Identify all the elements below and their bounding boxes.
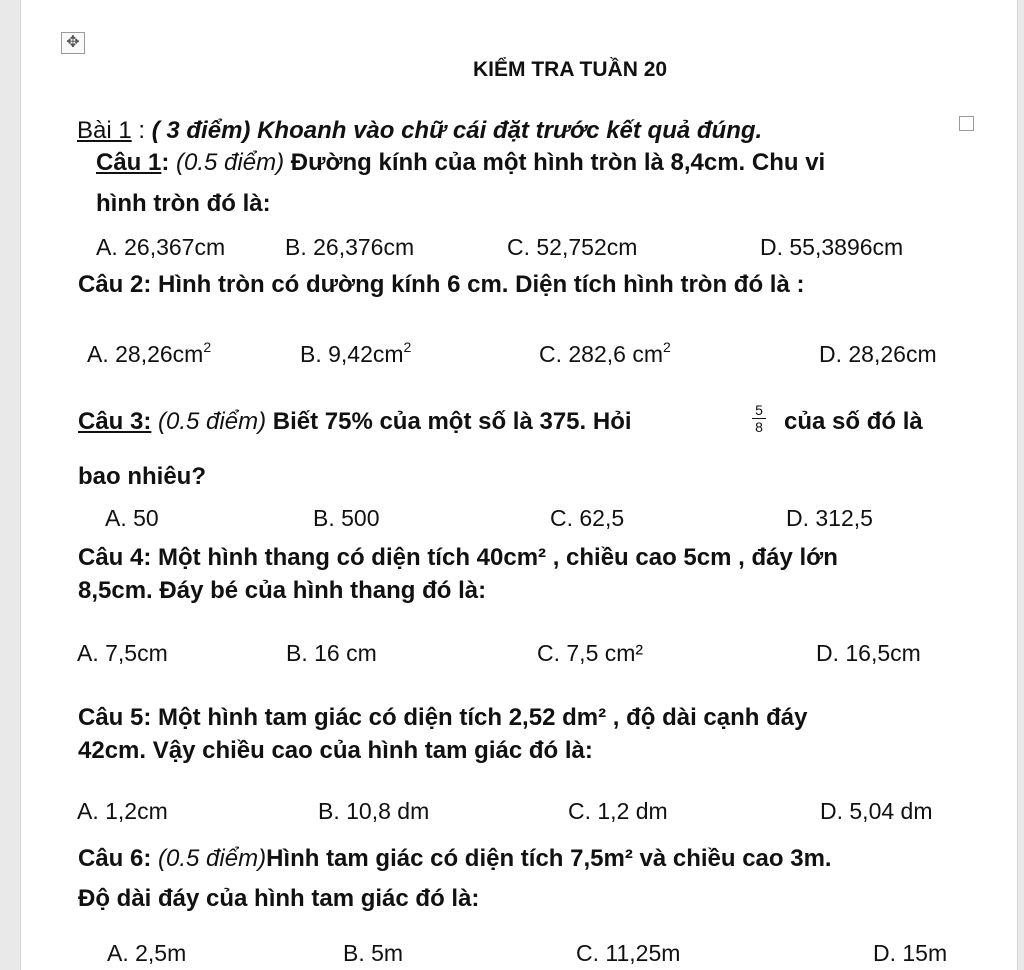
section-label: Bài 1 xyxy=(77,117,132,144)
q5-option-c[interactable]: C. 1,2 dm xyxy=(568,798,668,824)
q6-option-a[interactable]: A. 2,5m xyxy=(107,940,187,966)
question-3-line1 xyxy=(78,408,632,436)
question-1-points: (0.5 điểm) xyxy=(169,149,285,176)
question-1-colon: : xyxy=(161,149,170,176)
q2-option-a-sup: 2 xyxy=(203,339,212,355)
document-page xyxy=(20,0,1018,970)
q3-option-b[interactable]: B. 500 xyxy=(313,505,380,531)
q3-option-c[interactable]: C. 62,5 xyxy=(550,505,625,531)
q6-option-b[interactable]: B. 5m xyxy=(343,940,404,966)
move-cross-icon[interactable]: ✥ xyxy=(61,32,85,54)
question-1-text: Đường kính của một hình tròn là 8,4cm. Chu vi xyxy=(290,149,826,176)
q1-option-a[interactable]: A. 26,367cm xyxy=(96,234,226,260)
question-2-line1: Câu 2: Hình tròn có dường kính 6 cm. Diện tích hình tròn đó là : xyxy=(78,271,805,298)
question-3-label: Câu 3: xyxy=(78,408,152,435)
q5-option-d[interactable]: D. 5,04 dm xyxy=(820,798,933,824)
question-4-line1: Câu 4: Một hình thang có diện tích 40cm² , chiều cao 5cm , đáy lớn xyxy=(78,544,838,571)
section-separator: : xyxy=(131,117,152,144)
question-5-line2: 42cm. Vậy chiều cao của hình tam giác đó là: xyxy=(78,737,593,764)
question-6-label: Câu 6: xyxy=(78,845,152,872)
question-3-points: (0.5 điểm) xyxy=(151,408,267,435)
q5-option-b[interactable]: B. 10,8 dm xyxy=(318,798,430,824)
question-3-text-a: Biết 75% của một số là 375. Hỏi xyxy=(272,408,632,435)
q6-option-c[interactable]: C. 11,25m xyxy=(576,940,681,966)
q3-option-d[interactable]: D. 312,5 xyxy=(786,505,873,531)
question-1-label: Câu 1 xyxy=(96,149,162,176)
question-3-line2: bao nhiêu? xyxy=(78,463,206,490)
q4-option-a[interactable]: A. 7,5cm xyxy=(77,640,168,666)
q2-option-a-text: A. 28,26cm xyxy=(87,341,204,367)
question-6-points: (0.5 điểm) xyxy=(158,845,267,872)
q2-option-c-sup: 2 xyxy=(663,339,671,355)
q1-option-c[interactable]: C. 52,752cm xyxy=(507,234,638,260)
question-1-line1 xyxy=(96,149,825,177)
fraction-numerator: 5 xyxy=(752,402,766,419)
fraction-denominator: 8 xyxy=(755,419,763,435)
q2-option-c-text: C. 282,6 cm xyxy=(539,341,663,367)
question-5-line1: Câu 5: Một hình tam giác có diện tích 2,52 dm² , độ dài cạnh đáy xyxy=(78,704,808,731)
question-4-line2: 8,5cm. Đáy bé của hình thang đó là: xyxy=(78,577,487,604)
q2-option-a[interactable] xyxy=(87,341,211,368)
fraction-5-8 xyxy=(752,402,766,435)
q2-option-b-text: B. 9,42cm xyxy=(300,341,404,367)
q2-option-b[interactable] xyxy=(300,341,411,368)
text-boundary-marker-icon xyxy=(959,116,974,131)
question-1-line2: hình tròn đó là: xyxy=(96,190,271,217)
section-instruction: Khoanh vào chữ cái đặt trước kết quả đúng. xyxy=(250,117,763,144)
question-6-line2: Độ dài đáy của hình tam giác đó là: xyxy=(78,885,480,912)
q4-option-b[interactable]: B. 16 cm xyxy=(286,640,377,666)
q5-option-a[interactable]: A. 1,2cm xyxy=(77,798,168,824)
q6-option-d[interactable]: D. 15m xyxy=(873,940,948,966)
question-6-text-a: Hình tam giác có diện tích 7,5m² và chiều cao 3m. xyxy=(266,845,832,872)
question-6-line1 xyxy=(78,845,832,873)
q2-option-d[interactable] xyxy=(819,341,937,368)
q4-option-d[interactable]: D. 16,5cm xyxy=(816,640,921,666)
q1-option-d[interactable]: D. 55,3896cm xyxy=(760,234,904,260)
q3-option-a[interactable]: A. 50 xyxy=(105,505,159,531)
q1-option-b[interactable]: B. 26,376cm xyxy=(285,234,415,260)
page-title: KIỂM TRA TUẦN 20 xyxy=(473,58,668,81)
section-header xyxy=(77,117,762,145)
q2-option-c[interactable] xyxy=(539,341,671,368)
q2-option-b-sup: 2 xyxy=(403,339,412,355)
q4-option-c[interactable]: C. 7,5 cm² xyxy=(537,640,644,666)
q2-option-d-text: D. 28,26cm xyxy=(819,341,937,367)
question-3-text-b: của số đó là xyxy=(784,408,923,435)
section-points: ( 3 điểm) xyxy=(151,117,251,144)
